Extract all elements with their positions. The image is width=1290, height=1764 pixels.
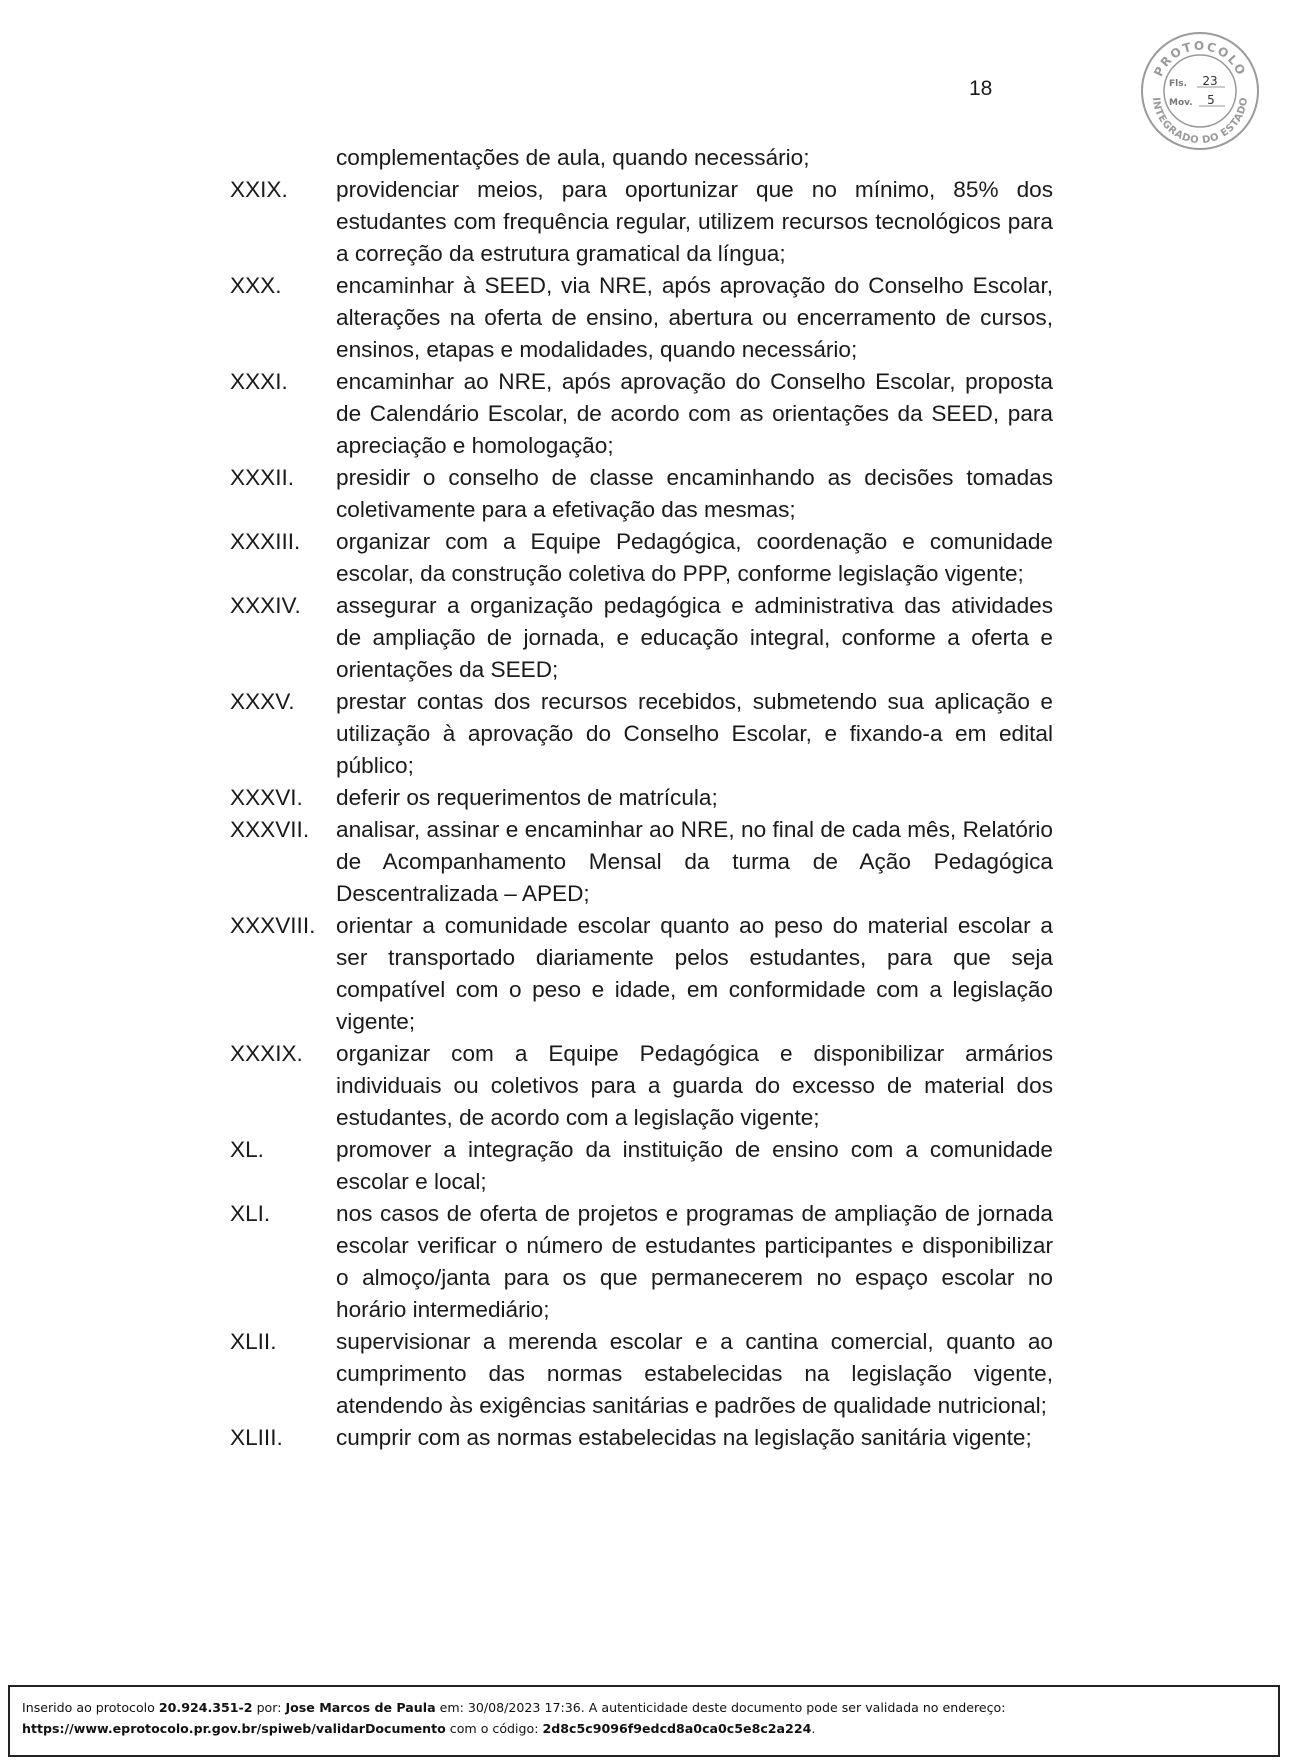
validation-code: 2d8c5c9096f9edcd8a0ca0c5e8c2a224 bbox=[542, 1721, 812, 1736]
item-text: assegurar a organização pedagógica e administrativa das atividades de ampliação de jornada, e educação integral, conforme a oferta e orientações da SEED; bbox=[336, 593, 1053, 682]
list-item bbox=[230, 1134, 1053, 1198]
item-number: XXXVI. bbox=[230, 785, 303, 810]
list-item bbox=[230, 174, 1053, 270]
list-item bbox=[230, 1326, 1053, 1422]
page-number: 18 bbox=[969, 77, 993, 100]
mov-label: Mov. bbox=[1169, 98, 1193, 108]
footer-line-1 bbox=[22, 1697, 1268, 1718]
svg-text:INTEGRADO DO ESTADO bbox=[1150, 97, 1250, 147]
validation-link[interactable]: https://www.eprotocolo.pr.gov.br/spiweb/validarDocumento bbox=[22, 1721, 446, 1736]
item-text: presidir o conselho de classe encaminhando as decisões tomadas coletivamente para a efetivação das mesmas; bbox=[336, 465, 1053, 522]
item-text: encaminhar ao NRE, após aprovação do Conselho Escolar, proposta de Calendário Escolar, de acordo com as orientações da SEED, para apreciação e homologação; bbox=[336, 369, 1053, 458]
list-item bbox=[230, 686, 1053, 782]
item-text: prestar contas dos recursos recebidos, submetendo sua aplicação e utilização à aprovação do Conselho Escolar, e fixando-a em edital público; bbox=[336, 689, 1053, 778]
list-item bbox=[230, 1038, 1053, 1134]
item-text: encaminhar à SEED, via NRE, após aprovação do Conselho Escolar, alterações na oferta de ensino, abertura ou encerramento de cursos, ensinos, etapas e modalidades, quando necessário; bbox=[336, 273, 1053, 362]
item-number: XXXV. bbox=[230, 689, 295, 714]
stamp-subtitle: INTEGRADO DO ESTADO bbox=[1149, 96, 1251, 147]
mov-value: 5 bbox=[1207, 93, 1215, 107]
item-number: XXXVII. bbox=[230, 817, 310, 842]
list-item bbox=[230, 526, 1053, 590]
item-number: XXXVIII. bbox=[230, 913, 316, 938]
document-body bbox=[230, 142, 1053, 1454]
fls-label: Fls. bbox=[1169, 79, 1188, 89]
item-text: promover a integração da instituição de ensino com a comunidade escolar e local; bbox=[336, 1137, 1053, 1194]
item-text: nos casos de oferta de projetos e programas de ampliação de jornada escolar verificar o número de estudantes participantes e disponibilizar o almoço/janta para os que permanecerem no espaço escolar no horário intermediário; bbox=[336, 1201, 1053, 1322]
list-item bbox=[230, 814, 1053, 910]
footer-text-1: Inserido ao protocolo bbox=[22, 1700, 159, 1715]
item-number: XLII. bbox=[230, 1329, 277, 1354]
item-number: XLIII. bbox=[230, 1425, 283, 1450]
item-text: deferir os requerimentos de matrícula; bbox=[336, 785, 718, 810]
list-item bbox=[230, 462, 1053, 526]
list-item bbox=[230, 1422, 1053, 1454]
protocol-number: 20.924.351-2 bbox=[158, 1700, 253, 1715]
protocol-stamp bbox=[1139, 30, 1261, 152]
item-text: organizar com a Equipe Pedagógica e disponibilizar armários individuais ou coletivos para a guarda do excesso de material dos estudantes, de acordo com a legislação vigente; bbox=[336, 1041, 1053, 1130]
footer-text-4: com o código: bbox=[445, 1721, 543, 1736]
item-list bbox=[230, 174, 1053, 1454]
item-number: XXX. bbox=[230, 273, 282, 298]
footer-text-3: em: 30/08/2023 17:36. A autenticidade deste documento pode ser validada no endereço: bbox=[435, 1700, 1006, 1715]
list-item bbox=[230, 910, 1053, 1038]
list-item bbox=[230, 366, 1053, 462]
item-number: XXXIV. bbox=[230, 593, 301, 618]
item-number: XLI. bbox=[230, 1201, 271, 1226]
continuation-text: complementações de aula, quando necessário; bbox=[336, 145, 810, 170]
author-name: Jose Marcos de Paula bbox=[285, 1700, 436, 1715]
item-text: analisar, assinar e encaminhar ao NRE, no final de cada mês, Relatório de Acompanhamento Mensal da turma de Ação Pedagógica Descentralizada – APED; bbox=[336, 817, 1053, 906]
list-item bbox=[230, 782, 1053, 814]
item-text: providenciar meios, para oportunizar que no mínimo, 85% dos estudantes com frequência regular, utilizem recursos tecnológicos para a correção da estrutura gramatical da língua; bbox=[336, 177, 1053, 266]
footer-box bbox=[8, 1685, 1280, 1757]
stamp-title: PROTOCOLO bbox=[1151, 39, 1249, 79]
item-number: XXXIX. bbox=[230, 1041, 303, 1066]
list-item bbox=[230, 1198, 1053, 1326]
item-number: XXXII. bbox=[230, 465, 295, 490]
item-text: orientar a comunidade escolar quanto ao peso do material escolar a ser transportado diariamente pelos estudantes, para que seja compatível com o peso e idade, em conformidade com a legislação vigente; bbox=[336, 913, 1053, 1034]
item-number: XXIX. bbox=[230, 177, 288, 202]
footer-text-5: . bbox=[811, 1721, 816, 1736]
item-text: organizar com a Equipe Pedagógica, coordenação e comunidade escolar, da construção coletiva do PPP, conforme legislação vigente; bbox=[336, 529, 1053, 586]
item-number: XL. bbox=[230, 1137, 264, 1162]
list-item bbox=[230, 270, 1053, 366]
fls-value: 23 bbox=[1202, 74, 1218, 88]
list-item bbox=[230, 590, 1053, 686]
footer-line-2 bbox=[22, 1718, 1268, 1739]
item-number: XXXIII. bbox=[230, 529, 301, 554]
footer-text-2: por: bbox=[252, 1700, 286, 1715]
item-number: XXXI. bbox=[230, 369, 288, 394]
item-text: supervisionar a merenda escolar e a cantina comercial, quanto ao cumprimento das normas estabelecidas na legislação vigente, atendendo às exigências sanitárias e padrões de qualidade nutricional; bbox=[336, 1329, 1053, 1418]
item-text: cumprir com as normas estabelecidas na legislação sanitária vigente; bbox=[336, 1425, 1032, 1450]
